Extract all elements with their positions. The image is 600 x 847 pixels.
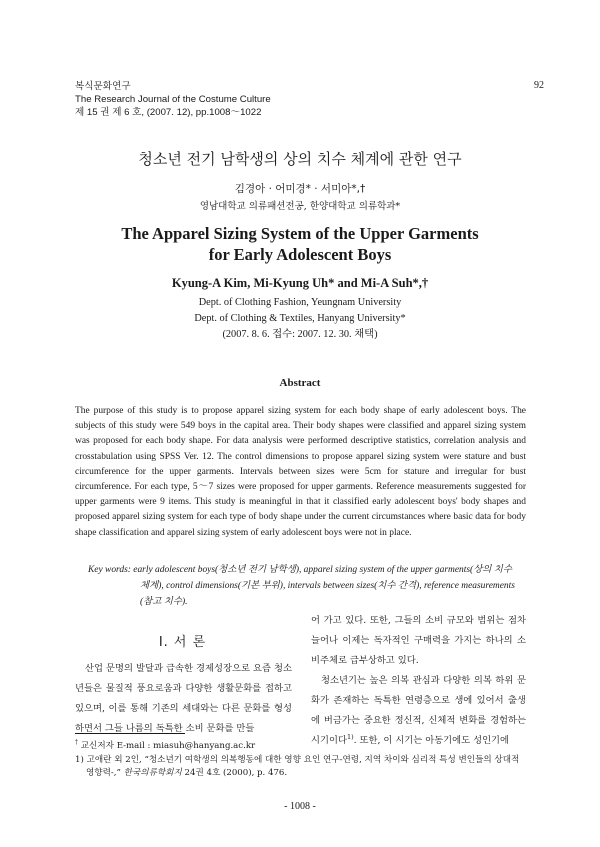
journal-name-en: The Research Journal of the Costume Culture xyxy=(75,94,271,105)
authors-korean: 김경아 · 어미경* · 서미아*,† xyxy=(234,183,366,195)
affiliation-english-2: Dept. of Clothing & Textiles, Hanyang University* xyxy=(194,313,406,324)
section-heading-introduction: I. 서 론 xyxy=(158,635,207,650)
affiliation-english-1: Dept. of Clothing Fashion, Yeungnam University xyxy=(198,297,402,308)
body-paragraph-2-tail: . 또한, 이 시기는 아동기에도 성인기에 xyxy=(353,735,510,746)
title-english-line1: The Apparel Sizing System of the Upper Garments xyxy=(121,224,479,243)
footnote-reference-1 xyxy=(75,754,526,781)
footnote-divider xyxy=(75,733,185,734)
footnote-ref-number: 1) xyxy=(75,754,84,765)
citation-ref-1: 1) xyxy=(346,732,354,741)
body-paragraph-2-text: 청소년기는 높은 의복 관심과 다양한 의복 하위 문화가 존재하는 독특한 연령층으로 생에 있어서 출생에 버금가는 중요한 정신적, 신체적 변화를 경험하는 시기이다 xyxy=(311,675,526,746)
footnote-email: 교신저자 E-mail : miasuh@hanyang.ac.kr xyxy=(80,741,256,751)
title-english-line2: for Early Adolescent Boys xyxy=(208,245,392,264)
abstract-text: The purpose of this study is to propose apparel sizing system for each body shape of early adolescent boys. The subjects of this study were 549 boys in the capital area. Their body shapes were classified and apparel sizing system was proposed for each body shape. For data analysis were performed descriptive statistics, correlation analysis and crosstabulation using SPSS Ver. 12. The control dimensions to propose apparel sizing system were stature and bust circumference for the upper garments. Intervals between sizes were 5cm for stature and irregular for bust circumference. For each type, 5～7 sizes were proposed for upper garments. Reference measurements suggested for upper garments were 9 items. This study is meaningful in that it classified early adolescent boys' body shapes and proposed apparel sizing system for each type of body shape under the current circumstances where basic data for body shape classification and apparel sizing system of early adolescent boys were not in place. xyxy=(75,406,526,538)
keywords xyxy=(88,562,526,610)
journal-name-ko: 복식문화연구 xyxy=(75,81,131,92)
footnote-ref-journal: 한국의류학회지 xyxy=(123,768,182,778)
received-dates: (2007. 8. 6. 접수: 2007. 12. 30. 채택) xyxy=(222,329,378,340)
body-paragraph-2 xyxy=(311,671,526,751)
title-english xyxy=(0,223,600,265)
body-paragraph-continued: 어 가고 있다. 또한, 그들의 소비 규모와 범위는 점차 늘어나 이제는 독자적인 구매력을 가지는 하나의 소비주체로 급부상하고 있다. xyxy=(311,615,526,666)
journal-header xyxy=(75,80,271,119)
body-column-left xyxy=(75,659,292,739)
authors-english: Kyung-A Kim, Mi-Kyung Uh* and Mi-A Suh*,† xyxy=(171,276,429,290)
footnote-ref-tail: 24권 4호 (2000), p. 476. xyxy=(181,768,288,778)
title-korean: 청소년 전기 남학생의 상의 치수 체계에 관한 연구 xyxy=(138,150,462,168)
footnote-ref-text: 고애란 외 2인, “청소년기 여학생의 의복행동에 대한 영향 요인 연구-연령, 지역 차이와 심리적 특성 변인들의 상대적 영향력-,” xyxy=(86,754,520,778)
abstract-heading: Abstract xyxy=(279,377,321,389)
footnotes xyxy=(75,740,526,781)
keywords-line3: (참고 치수). xyxy=(140,597,188,607)
page-number: 92 xyxy=(534,80,544,91)
keywords-line2: 체계), control dimensions(기본 부위), intervals between sizes(치수 간격), reference measurements xyxy=(140,581,515,591)
body-paragraph: 산업 문명의 발달과 급속한 경제성장으로 요즘 청소년들은 물질적 풍요로움과 다양한 생활문화를 접하고 있으며, 이를 통해 기존의 세대와는 다른 문화를 형성하면서 그들 나름의 독특한 소비 문화를 만들 xyxy=(75,663,292,734)
journal-volume: 제 15 권 제 6 호, (2007. 12), pp.1008～1022 xyxy=(75,107,262,118)
body-column-right xyxy=(311,611,526,751)
affiliation-english xyxy=(0,295,600,343)
keywords-line1: Key words: early adolescent boys(청소년 전기 남학생), apparel sizing system of the upper garments(상의 치수 xyxy=(88,565,513,575)
footer-page-number: - 1008 - xyxy=(284,801,316,812)
dagger-mark: † xyxy=(75,739,79,747)
affiliation-korean: 영남대학교 의류패션전공, 한양대학교 의류학과* xyxy=(199,201,401,212)
footnote-corresponding-author xyxy=(75,740,526,754)
